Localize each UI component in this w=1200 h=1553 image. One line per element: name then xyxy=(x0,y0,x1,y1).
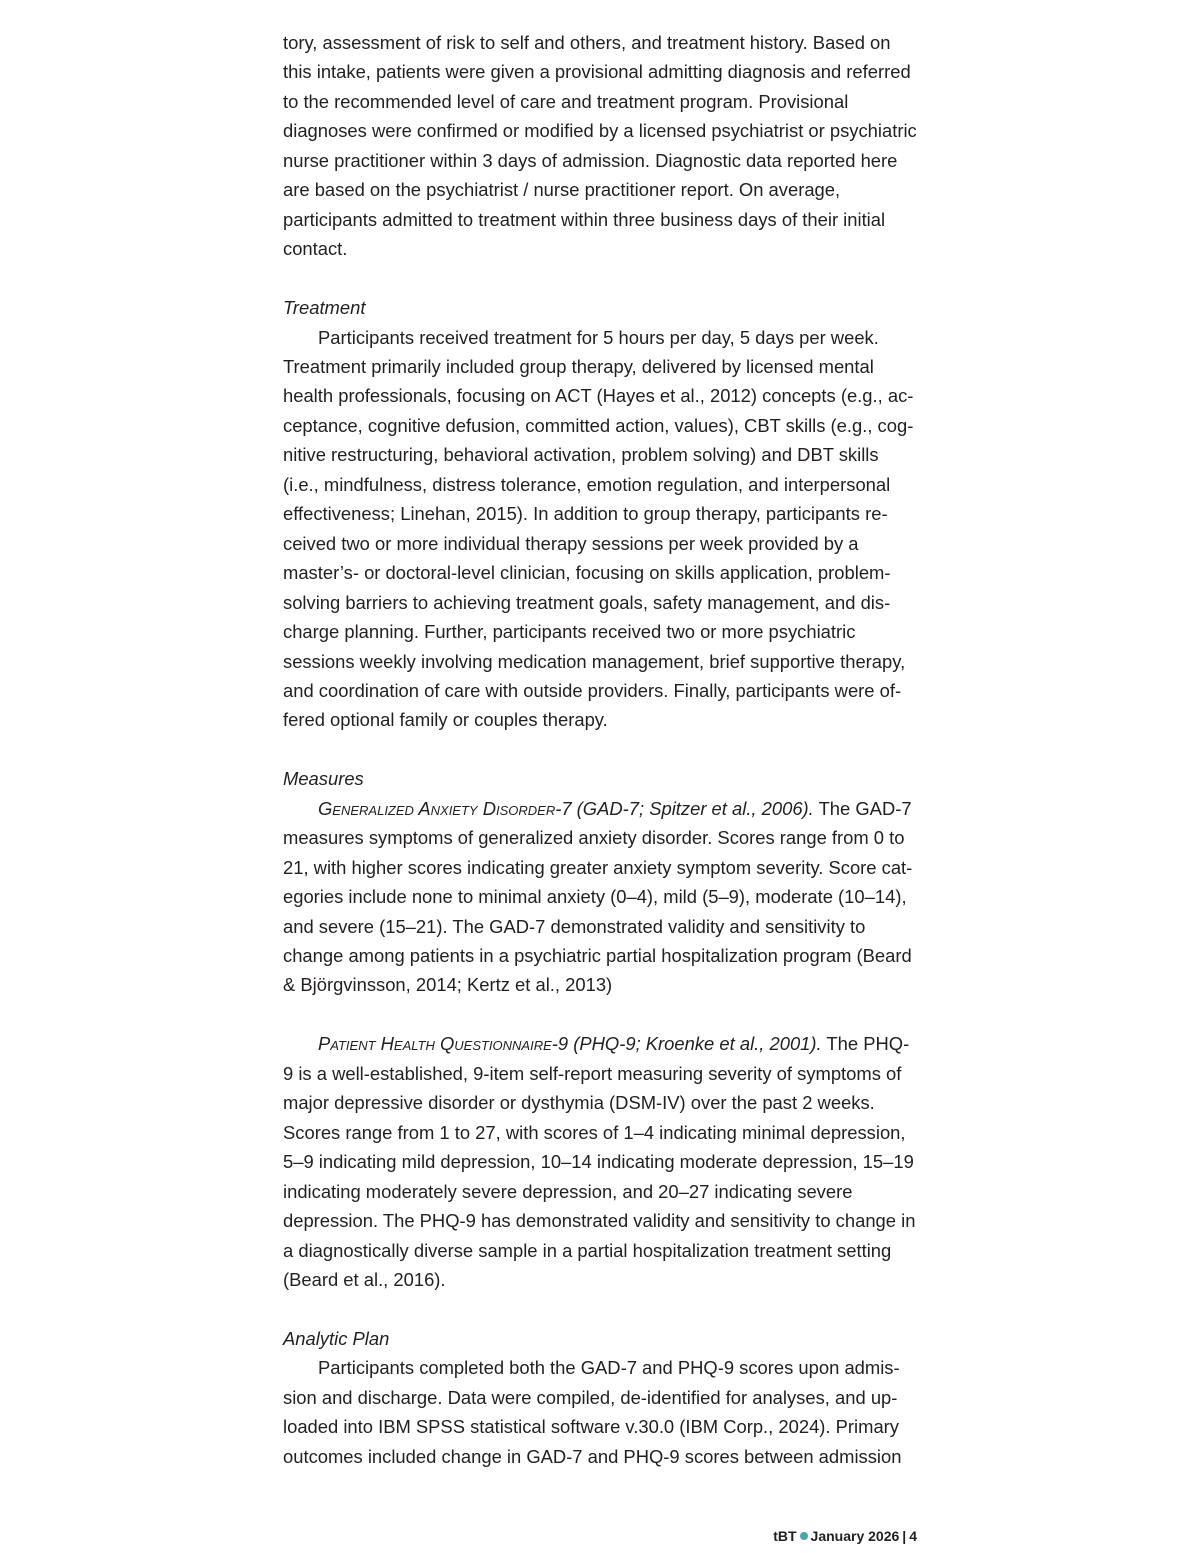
analytic-plan-paragraph: Participants completed both the GAD-7 and PHQ-9 scores upon admission and discharge. Data were compiled, de-identified for analyses, and uploaded into IBM SPSS statistical software v.30.0 (IBM Corp., 2024). Primary outcomes included change in GAD-7 and PHQ-9 scores between admission xyxy=(283,1357,902,1467)
gad7-paragraph xyxy=(283,794,917,1000)
phq9-paragraph xyxy=(283,1029,917,1294)
phq9-title-smallcaps: Patient Health Questionnaire xyxy=(318,1033,552,1055)
article-body xyxy=(283,28,917,1471)
analytic-plan-heading: Analytic Plan xyxy=(283,1327,390,1349)
treatment-paragraph: Participants received treatment for 5 hours per day, 5 days per week. Treatment primarily included group therapy, delivered by licensed mental health professionals, focusing on ACT (Hayes et al., 2012) concepts (e.g., acceptance, cognitive defusion, committed action, values), CBT skills (e.g., cognitive restructuring, behavioral activation, problem solving) and DBT skills (i.e., mindfulness, distress tolerance, emotion regulation, and interpersonal effectiveness; Linehan, 2015). In addition to group therapy, participants received two or more individual therapy sessions per week provided by a master’s- or doctoral-level clinician, focusing on skills application, problemsolving barriers to achieving treatment goals, safety management, and discharge planning. Further, participants received two or more psychiatric sessions weekly involving medication management, brief supportive therapy, and coordination of care with outside providers. Finally, participants were offered optional family or couples therapy. xyxy=(283,326,914,731)
gad7-title-citation: -7 (GAD-7; Spitzer et al., 2006). xyxy=(555,797,814,819)
gad7-title-smallcaps: Generalized Anxiety Disorder xyxy=(318,797,556,819)
phq9-description: The PHQ-9 is a well-established, 9-item self-report measuring severity of symptoms of major depressive disorder or dysthymia (DSM-IV) over the past 2 weeks. Scores range from 1 to 27, with scores of 1–4 indicating minimal depression, 5–9 indicating mild depression, 10–14 indicating moderate depression, 15–19 indicating moderately severe depression, and 20–27 indicating severe depression. The PHQ-9 has demonstrated validity and sensitivity to change in a diagnostically diverse sample in a partial hospitalization treatment setting (Beard et al., 2016). xyxy=(283,1033,916,1290)
bullet-dot-icon xyxy=(800,1532,808,1540)
gad7-description: The GAD-7 measures symptoms of generalized anxiety disorder. Scores range from 0 to 21, with higher scores indicating greater anxiety symptom severity. Score categories include none to minimal anxiety (0–4), mild (5–9), moderate (10–14), and severe (15–21). The GAD-7 demonstrated validity and sensitivity to change among patients in a psychiatric partial hospitalization program (Beard & Björgvinsson, 2014; Kertz et al., 2013) xyxy=(283,797,913,996)
section-gap xyxy=(283,735,917,764)
measures-heading: Measures xyxy=(283,768,364,790)
page-footer xyxy=(773,1527,917,1545)
issue-date: January 2026 xyxy=(810,1528,900,1544)
page-number: 4 xyxy=(909,1528,917,1544)
treatment-heading: Treatment xyxy=(283,297,366,319)
journal-name: tBT xyxy=(773,1528,797,1544)
section-gap xyxy=(283,1294,917,1323)
section-gap xyxy=(283,264,917,293)
intro-paragraph: tory, assessment of risk to self and others, and treatment history. Based on this intake, patients were given a provisional admitting diagnosis and referred to the recommended level of care and treatment program. Provisional diagnoses were confirmed or modified by a licensed psychiatrist or psychiatric nurse practitioner within 3 days of admission. Diagnostic data reported here are based on the psychiatrist / nurse practitioner report. On average, participants admitted to treatment within three business days of their initial contact. xyxy=(283,32,917,260)
footer-separator: | xyxy=(902,1528,907,1544)
phq9-title-citation: -9 (PHQ-9; Kroenke et al., 2001). xyxy=(551,1033,822,1055)
section-gap xyxy=(283,1000,917,1029)
